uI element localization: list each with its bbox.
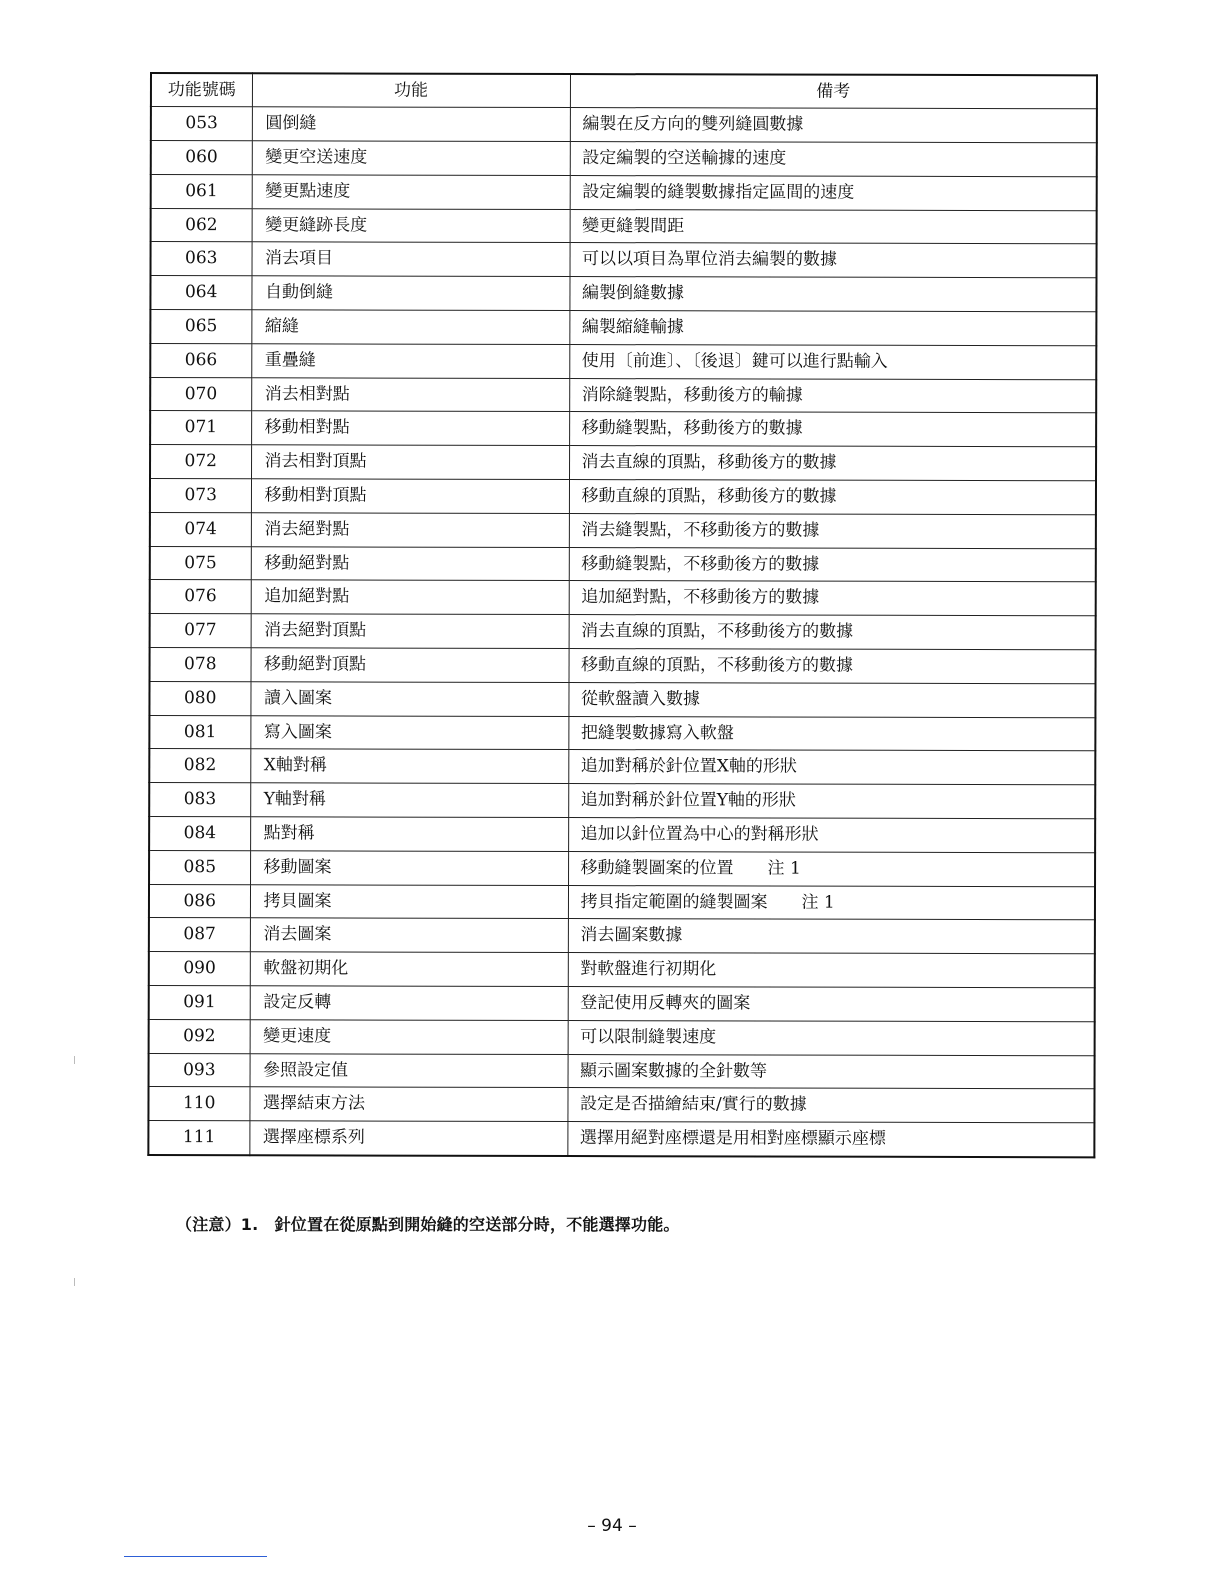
remarks-cell: 追加對稱於針位置Y軸的形狀 xyxy=(568,784,1095,819)
footnote: （注意）1. 針位置在從原點到開始縫的空送部分時，不能選擇功能。 xyxy=(176,1215,680,1234)
remarks-cell: 變更縫製間距 xyxy=(570,209,1097,244)
remarks-cell: 移動縫製點，不移動後方的數據 xyxy=(569,547,1096,582)
table-row xyxy=(149,986,1095,1022)
function-code-cell: 062 xyxy=(151,208,252,242)
function-name-cell: 消去相對頂點 xyxy=(251,445,569,480)
remarks-cell: 對軟盤進行初期化 xyxy=(568,953,1095,988)
function-name-cell: X軸對稱 xyxy=(250,749,568,784)
function-code-cell: 076 xyxy=(150,580,251,614)
function-code-cell: 093 xyxy=(149,1053,250,1087)
function-code-cell: 073 xyxy=(150,479,251,513)
remarks-cell: 移動直線的頂點，移動後方的數據 xyxy=(569,480,1096,515)
table-row xyxy=(150,276,1096,312)
table-row xyxy=(149,749,1095,785)
function-name-cell: 消去絕對點 xyxy=(251,513,569,548)
remarks-cell: 可以限制縫製速度 xyxy=(568,1020,1095,1055)
function-name-cell: 縮縫 xyxy=(251,310,569,345)
function-code-cell: 110 xyxy=(148,1087,249,1121)
function-name-cell: 消去項目 xyxy=(252,242,570,277)
remarks-cell: 設定是否描繪結束/實行的數據 xyxy=(567,1088,1094,1123)
table-row xyxy=(149,952,1095,988)
table-row xyxy=(150,546,1096,582)
function-name-cell: 追加絕對點 xyxy=(251,580,569,615)
function-code-cell: 077 xyxy=(150,614,251,648)
function-code-cell: 061 xyxy=(151,174,252,208)
remarks-cell: 設定編製的空送輸據的速度 xyxy=(570,142,1097,177)
function-code-cell: 078 xyxy=(150,648,251,682)
remarks-cell: 移動縫製點，移動後方的數據 xyxy=(569,412,1096,447)
table-row xyxy=(149,1053,1095,1089)
remarks-cell: 編製縮縫輸據 xyxy=(569,311,1096,346)
function-code-cell: 084 xyxy=(149,817,250,851)
remarks-cell: 消去直線的頂點，不移動後方的數據 xyxy=(569,615,1096,650)
table-row xyxy=(151,208,1097,244)
function-code-cell: 066 xyxy=(150,343,251,377)
remarks-cell: 設定編製的縫製數據指定區間的速度 xyxy=(570,175,1097,210)
function-code-cell: 090 xyxy=(149,952,250,986)
function-name-cell: 參照設定值 xyxy=(250,1053,568,1088)
remarks-cell: 登記使用反轉夾的圖案 xyxy=(568,987,1095,1022)
table-row xyxy=(149,715,1095,751)
function-code-cell: 111 xyxy=(148,1121,249,1155)
function-code-cell: 092 xyxy=(149,1019,250,1053)
remarks-cell: 拷貝指定範圍的縫製圖案 注 1 xyxy=(568,885,1095,920)
table-row xyxy=(150,411,1096,447)
remarks-cell: 消去縫製點，不移動後方的數據 xyxy=(569,513,1096,548)
function-code-cell: 074 xyxy=(150,512,251,546)
page-number: – 94 – xyxy=(587,1516,637,1536)
function-name-cell: 重疊縫 xyxy=(251,344,569,379)
remarks-cell: 可以以項目為單位消去編製的數據 xyxy=(570,243,1097,278)
function-code-cell: 091 xyxy=(149,986,250,1020)
function-code-cell: 087 xyxy=(149,918,250,952)
table-header-row xyxy=(151,73,1097,109)
function-name-cell: 消去相對點 xyxy=(251,377,569,412)
table-body xyxy=(148,107,1097,1157)
function-name-cell: 讀入圖案 xyxy=(250,682,568,717)
function-name-cell: 消去圖案 xyxy=(250,918,568,953)
remarks-cell: 顯示圖案數據的全針數等 xyxy=(568,1054,1095,1089)
function-name-cell: 移動相對頂點 xyxy=(251,479,569,514)
function-code-cell: 083 xyxy=(149,783,250,817)
function-code-cell: 060 xyxy=(151,141,252,175)
remarks-cell: 從軟盤讀入數據 xyxy=(568,682,1095,717)
table-row xyxy=(150,343,1096,379)
function-name-cell: 變更縫跡長度 xyxy=(252,208,570,243)
function-code-cell: 072 xyxy=(150,445,251,479)
scan-mark xyxy=(74,1278,75,1286)
function-name-cell: 移動圖案 xyxy=(250,851,568,886)
remarks-cell: 移動直線的頂點，不移動後方的數據 xyxy=(569,649,1096,684)
table-row xyxy=(151,174,1097,210)
table-row xyxy=(151,107,1097,143)
remarks-cell: 使用〔前進〕、〔後退〕鍵可以進行點輸入 xyxy=(569,344,1096,379)
table-row xyxy=(150,310,1096,346)
table-row xyxy=(149,850,1095,886)
remarks-cell: 移動縫製圖案的位置 注 1 xyxy=(568,851,1095,886)
header-function-code: 功能號碼 xyxy=(151,73,252,107)
function-name-cell: 消去絕對頂點 xyxy=(251,614,569,649)
table-row xyxy=(150,614,1096,650)
remarks-cell: 消去圖案數據 xyxy=(568,919,1095,954)
function-name-cell: 變更點速度 xyxy=(252,175,570,210)
header-remarks: 備考 xyxy=(570,74,1097,109)
function-name-cell: 軟盤初期化 xyxy=(250,952,568,987)
function-name-cell: 變更速度 xyxy=(250,1020,568,1055)
table-row xyxy=(149,783,1095,819)
table-row xyxy=(149,884,1095,920)
function-table xyxy=(147,72,1098,1158)
function-name-cell: 拷貝圖案 xyxy=(250,884,568,919)
remarks-cell: 把縫製數據寫入軟盤 xyxy=(568,716,1095,751)
function-code-cell: 080 xyxy=(149,681,250,715)
table-row xyxy=(148,1121,1094,1157)
remarks-cell: 追加絕對點，不移動後方的數據 xyxy=(569,581,1096,616)
table-row xyxy=(148,1087,1094,1123)
function-code-cell: 070 xyxy=(150,377,251,411)
table-row xyxy=(150,580,1096,616)
remarks-cell: 消除縫製點，移動後方的輸據 xyxy=(569,378,1096,413)
remarks-cell: 追加以針位置為中心的對稱形狀 xyxy=(568,818,1095,853)
table-row xyxy=(149,1019,1095,1055)
remarks-cell: 編製在反方向的雙列縫圓數據 xyxy=(570,108,1097,143)
scan-mark xyxy=(74,1056,75,1064)
table-row xyxy=(149,918,1095,954)
function-name-cell: 點對稱 xyxy=(250,817,568,852)
function-code-cell: 075 xyxy=(150,546,251,580)
table-row xyxy=(150,648,1096,684)
function-name-cell: 自動倒縫 xyxy=(251,276,569,311)
bottom-rule xyxy=(124,1556,267,1557)
table-row xyxy=(150,512,1096,548)
function-code-cell: 064 xyxy=(150,276,251,310)
table-row xyxy=(150,445,1096,481)
function-name-cell: Y軸對稱 xyxy=(250,783,568,818)
function-code-cell: 082 xyxy=(149,749,250,783)
remarks-cell: 消去直線的頂點，移動後方的數據 xyxy=(569,446,1096,481)
function-name-cell: 選擇座標系列 xyxy=(249,1121,567,1156)
function-name-cell: 移動相對點 xyxy=(251,411,569,446)
table-row xyxy=(150,377,1096,413)
remarks-cell: 追加對稱於針位置X軸的形狀 xyxy=(568,750,1095,785)
table-row xyxy=(151,242,1097,278)
header-function: 功能 xyxy=(252,73,570,108)
table-row xyxy=(151,141,1097,177)
function-name-cell: 變更空送速度 xyxy=(252,141,570,176)
table-row xyxy=(149,817,1095,853)
table-row xyxy=(149,681,1095,717)
function-code-cell: 086 xyxy=(149,884,250,918)
table-row xyxy=(150,479,1096,515)
function-name-cell: 移動絕對點 xyxy=(251,546,569,581)
function-name-cell: 寫入圖案 xyxy=(250,715,568,750)
function-name-cell: 圓倒縫 xyxy=(252,107,570,142)
function-name-cell: 選擇結束方法 xyxy=(249,1087,567,1122)
function-code-cell: 063 xyxy=(151,242,252,276)
function-code-cell: 085 xyxy=(149,850,250,884)
function-name-cell: 設定反轉 xyxy=(250,986,568,1021)
remarks-cell: 選擇用絕對座標還是用相對座標顯示座標 xyxy=(567,1122,1094,1157)
function-code-cell: 071 xyxy=(150,411,251,445)
function-code-cell: 065 xyxy=(150,310,251,344)
function-code-cell: 053 xyxy=(151,107,252,141)
function-name-cell: 移動絕對頂點 xyxy=(251,648,569,683)
function-code-cell: 081 xyxy=(149,715,250,749)
remarks-cell: 編製倒縫數據 xyxy=(569,277,1096,312)
